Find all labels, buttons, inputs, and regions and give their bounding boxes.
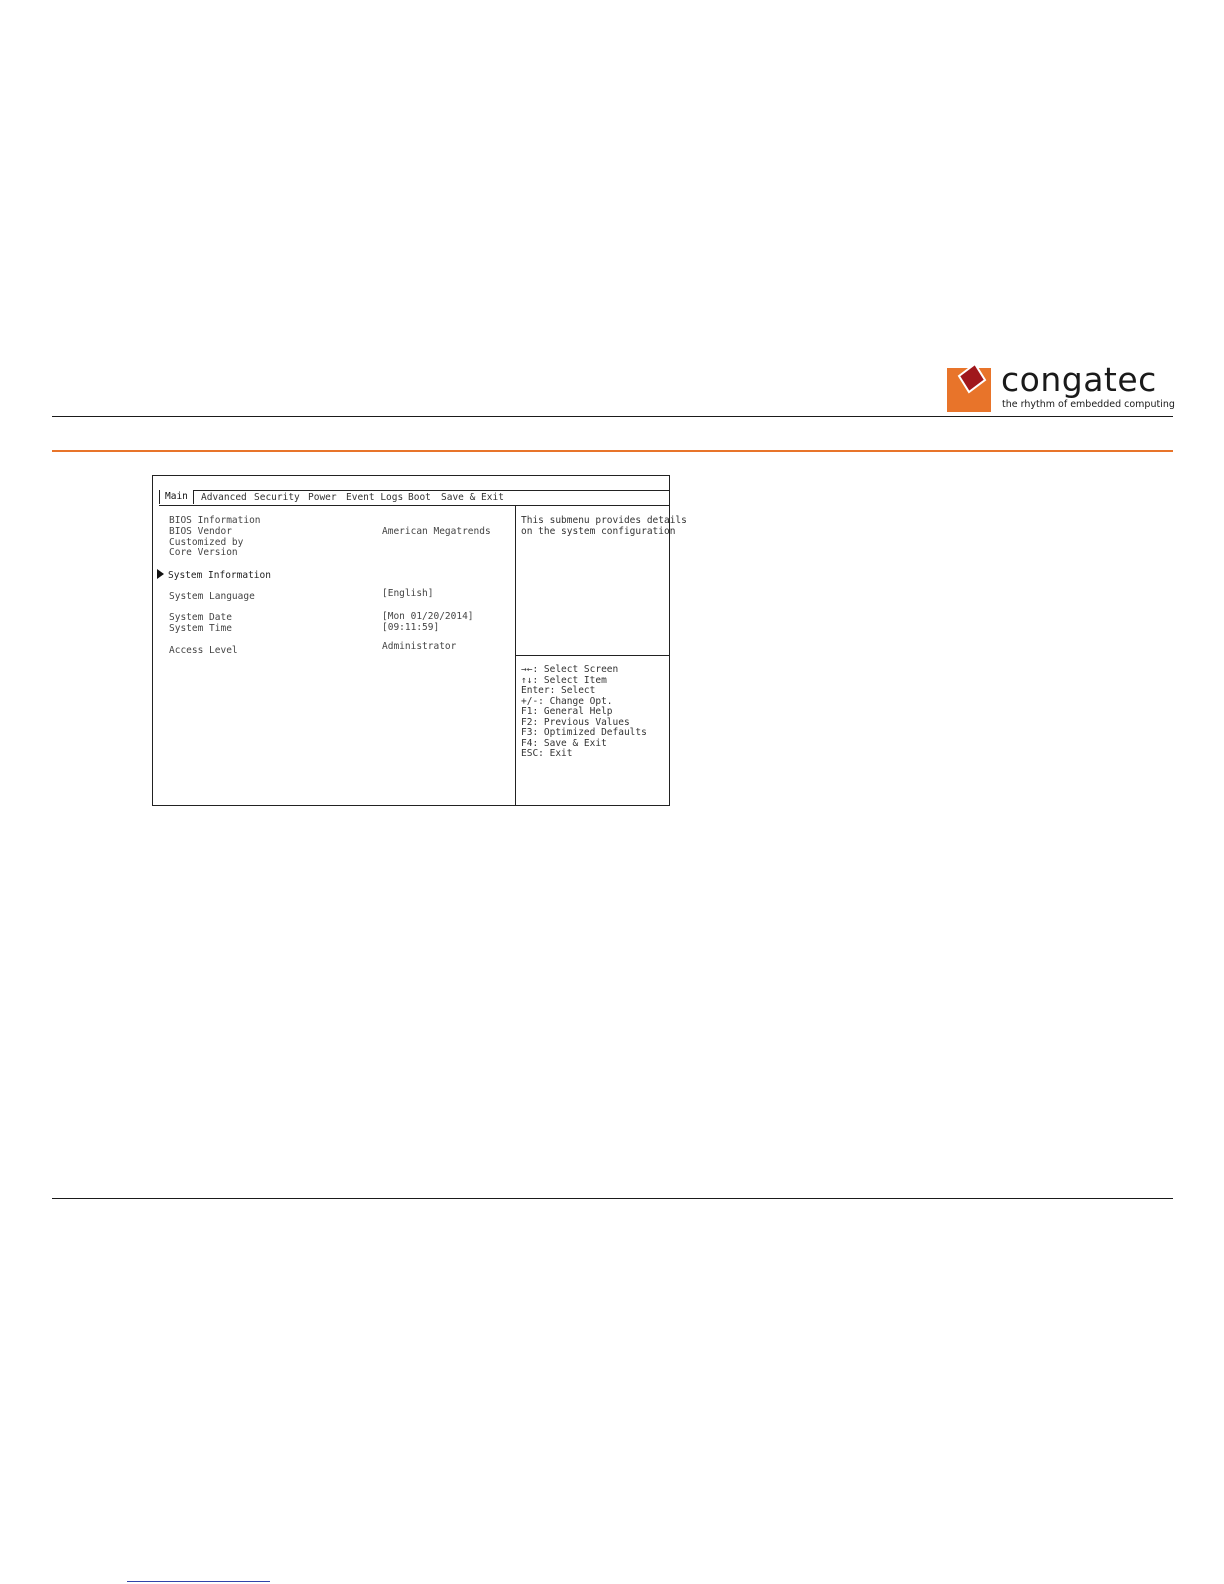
access-level-value: Administrator [382, 641, 457, 652]
help-divider [515, 655, 670, 656]
system-date-value[interactable]: [Mon 01/20/2014] [382, 611, 474, 622]
key-help-f2: F2: Previous Values [521, 716, 630, 728]
key-help-f3: F3: Optimized Defaults [521, 727, 647, 738]
system-time-value[interactable]: [09:11:59] [382, 622, 440, 633]
core-version-label: Core Version [169, 547, 238, 558]
system-date-label: System Date [169, 612, 232, 623]
key-help-select-item: ↑↓: Select Item [521, 674, 607, 686]
tab-advanced[interactable]: Advanced [201, 492, 247, 503]
access-level-label: Access Level [169, 645, 238, 656]
tab-save-exit[interactable]: Save & Exit [441, 492, 504, 503]
system-time-label: System Time [169, 623, 232, 634]
tab-boot[interactable]: Boot [408, 492, 431, 503]
key-help-list [521, 665, 647, 760]
footer-link-underline[interactable] [127, 1581, 270, 1582]
congatec-logo [947, 362, 1177, 412]
logo-wordmark: congatec [1001, 360, 1157, 399]
bios-setup-screen [152, 475, 687, 806]
help-text-line-1: This submenu provides details [521, 515, 687, 526]
bios-vendor-value: American Megatrends [382, 526, 491, 537]
key-help-enter: Enter: Select [521, 685, 596, 696]
system-information-submenu[interactable]: System Information [168, 570, 271, 581]
key-help-esc: ESC: Exit [521, 748, 573, 759]
key-help-f4: F4: Save & Exit [521, 737, 607, 749]
key-help-select-screen: →←: Select Screen [521, 664, 619, 675]
system-language-value[interactable]: [English] [382, 588, 434, 599]
bios-information-label: BIOS Information [169, 515, 261, 526]
footer-rule [52, 1198, 1173, 1199]
logo-tagline: the rhythm of embedded computing [1002, 399, 1175, 410]
submenu-arrow-icon [157, 569, 164, 579]
tab-security[interactable]: Security [254, 492, 300, 503]
header-rule [52, 416, 1173, 417]
tab-main[interactable]: Main [159, 490, 194, 504]
key-help-f1: F1: General Help [521, 706, 613, 717]
key-help-change-opt: +/-: Change Opt. [521, 695, 613, 707]
congatec-logo-mark [947, 362, 991, 412]
help-text-line-2: on the system configuration [521, 526, 676, 537]
bios-vendor-label: BIOS Vendor [169, 526, 232, 537]
bios-tab-bar [159, 490, 669, 506]
tab-event-logs[interactable]: Event Logs [346, 492, 404, 503]
section-rule [52, 450, 1173, 452]
system-language-label: System Language [169, 591, 255, 602]
customized-by-label: Customized by [169, 537, 244, 548]
tab-power[interactable]: Power [308, 492, 337, 503]
